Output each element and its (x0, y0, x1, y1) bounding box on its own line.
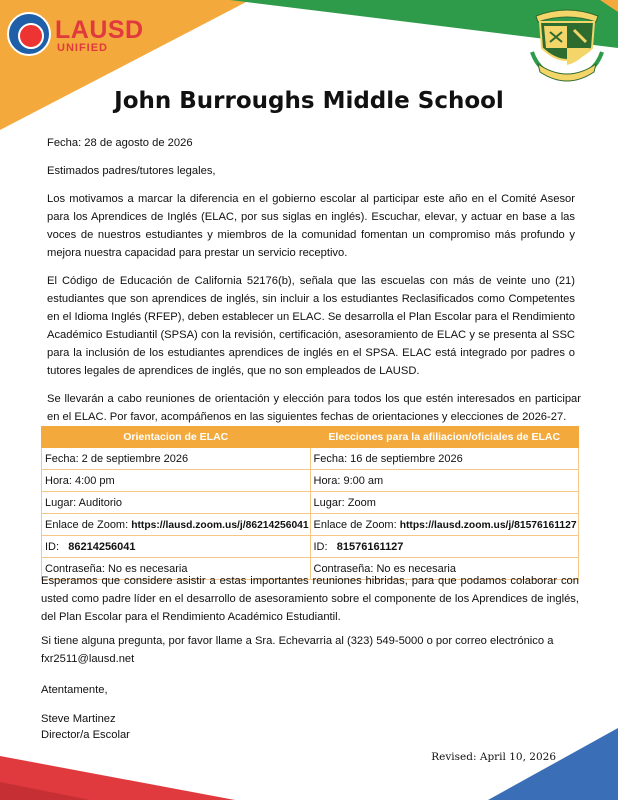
election-place: Lugar: Zoom (310, 492, 579, 514)
district-seal-icon (7, 12, 51, 56)
election-header: Elecciones para la afiliacion/oficiales de ELAC (310, 427, 579, 448)
greeting: Estimados padres/tutores legales, (47, 165, 216, 177)
orientation-header: Orientacion de ELAC (42, 427, 311, 448)
signer-title: Director/a Escolar (41, 729, 130, 741)
table-row (42, 492, 579, 514)
district-logo-name: LAUSD (55, 16, 144, 44)
orientation-date: Fecha: 2 de septiembre 2026 (42, 448, 311, 470)
table-row (42, 514, 579, 536)
orientation-password: Contraseña: No es necesaria (42, 558, 311, 580)
zoom-label: Enlace de Zoom: (45, 518, 132, 531)
district-logo-sub: UNIFIED (57, 42, 108, 54)
signer-name: Steve Martinez (41, 713, 116, 725)
orientation-zoom-cell (42, 514, 311, 536)
date-line: Fecha: 28 de agosto de 2026 (47, 137, 193, 149)
election-password: Contraseña: No es necesaria (310, 558, 579, 580)
election-zoom-link[interactable]: https://lausd.zoom.us/j/81576161127 (399, 519, 577, 531)
paragraph-contact: Si tiene alguna pregunta, por favor llame a Sra. Echevarria al (323) 549-5000 o por correo electrónico a fxr2511@lausd.net (41, 635, 554, 665)
table-row (42, 470, 579, 492)
id-label: ID: (313, 540, 337, 553)
district-logo (7, 12, 144, 56)
paragraph-meetings: Se llevarán a cabo reuniones de orientación y elección para todos los que estén interesados en participar en el ELAC. Por favor, acompáñenos en las siguientes fechas de orientaciones y elecciones de 2026-27. (47, 393, 581, 423)
election-zoom-cell (310, 514, 579, 536)
table-row (42, 536, 579, 558)
id-label: ID: (45, 540, 69, 553)
orientation-place: Lugar: Auditorio (42, 492, 311, 514)
orientation-meeting-id: 86214256041 (68, 540, 136, 553)
paragraph-elac-invitation: Los motivamos a marcar la diferencia en el gobierno escolar al participar este año en el Comité Asesor para los Aprendices de Inglés (ELAC, por sus siglas en inglés). Escuchar, elevar, y actuar en base a las voces de nuestros estudiantes y miembros de la comunidad fomentan un compromiso más profundo y mejora nuestra capacidad para prestar un servicio receptivo. (47, 193, 575, 259)
closing: Atentamente, (41, 684, 108, 696)
election-id-cell (310, 536, 579, 558)
orientation-time: Hora: 4:00 pm (42, 470, 311, 492)
table-header-row (42, 427, 579, 448)
revised-date: Revised: April 10, 2026 (431, 751, 556, 763)
meeting-schedule-table (41, 426, 579, 580)
orientation-id-cell (42, 536, 311, 558)
school-crest-icon (530, 2, 604, 82)
zoom-label: Enlace de Zoom: (313, 518, 400, 531)
table-row (42, 448, 579, 470)
paragraph-hybrid-meetings: Esperamos que considere asistir a estas importantes reuniones hibridas, para que podamos colaborar con usted como padre líder en el desarrollo de asesoramiento sobre el componente de los Aprendices de inglés, del Plan Escolar para el Rendimiento Académico Estudiantil. (41, 575, 579, 623)
paragraph-education-code: El Código de Educación de California 52176(b), señala que las escuelas con más de veinte uno (21) estudiantes que son aprendices de inglés, sin incluir a los estudiantes Reclasificados como Competentes en el Idioma Inglés (RFEP), deben establecer un ELAC. Se desarrolla el Plan Escolar para el Rendimiento Académico Estudiantil (SPSA) con la revisión, certificación, asesoramiento de ELAC y se presenta al SSC para la inclusión de los estudiantes aprendices de inglés en el SPSA. ELAC está integrado por padres o tutores legales de aprendices de inglés, que no son empleados de LAUSD. (47, 275, 575, 377)
election-date: Fecha: 16 de septiembre 2026 (310, 448, 579, 470)
election-meeting-id: 81576161127 (336, 540, 404, 553)
school-title: John Burroughs Middle School (114, 88, 504, 114)
election-time: Hora: 9:00 am (310, 470, 579, 492)
orientation-zoom-link[interactable]: https://lausd.zoom.us/j/86214256041 (131, 519, 309, 531)
